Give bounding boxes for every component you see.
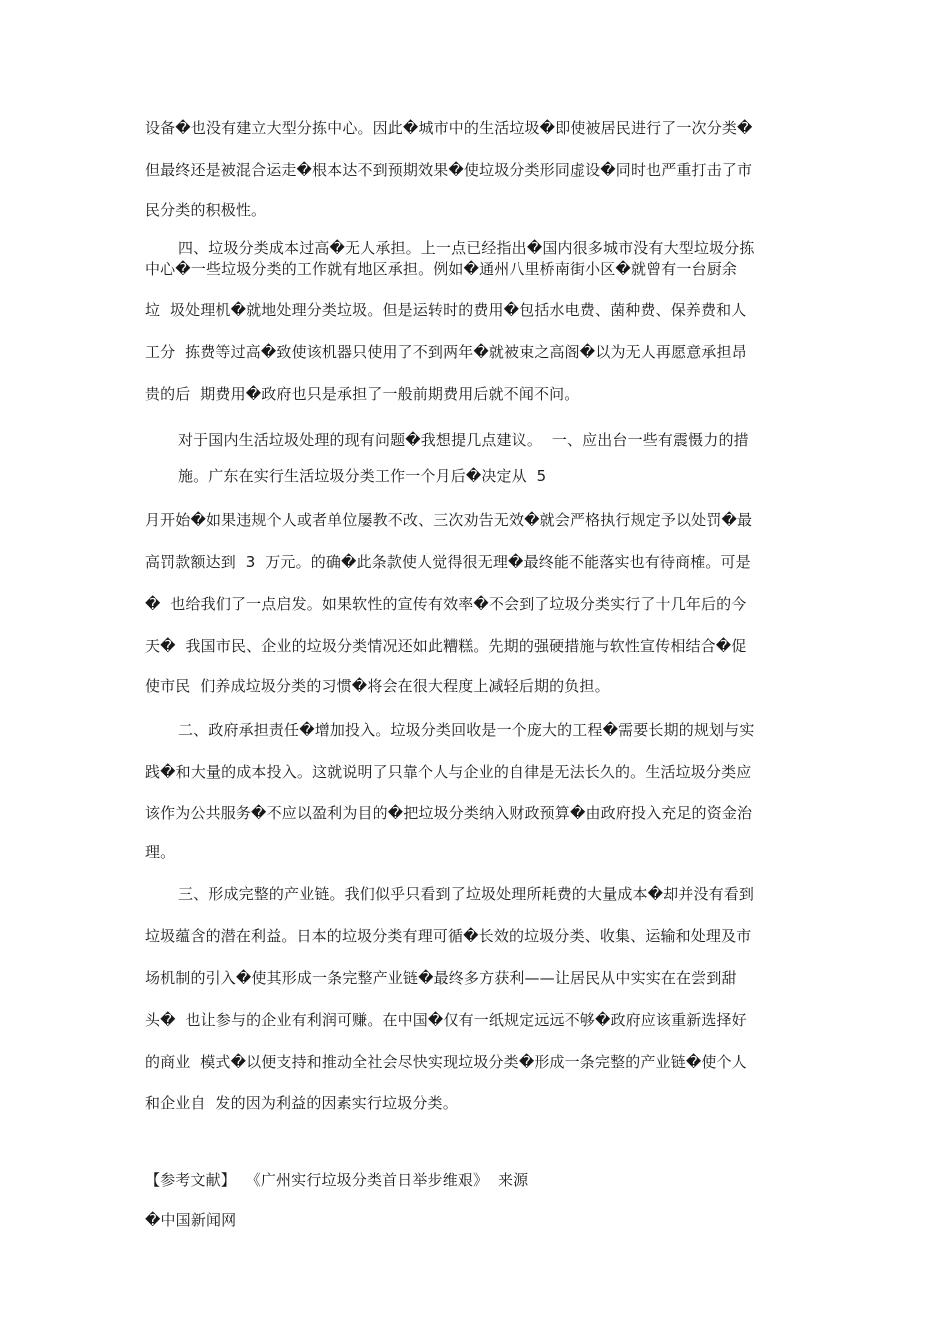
reference-line: 【参考文献】 《广州实行垃圾分类首日举步维艰》 来源 <box>145 1171 529 1189</box>
text-line: 工分 拣费等过高�致使该机器只使用了不到两年�就被束之高阁�以为无人再愿意承担昂 <box>145 343 747 361</box>
text-line: 使市民 们养成垃圾分类的习惯�将会在很大程度上减轻后期的负担。 <box>145 677 610 695</box>
text-line: 对于国内生活垃圾处理的现有问题�我想提几点建议。 一、应出台一些有震慑力的措 <box>178 431 749 449</box>
text-line: 四、垃圾分类成本过高�无人承担。上一点已经指出�国内很多城市没有大型垃圾分拣 <box>178 239 755 257</box>
text-line: 但最终还是被混合运走�根本达不到预期效果�使垃圾分类形同虚设�同时也严重打击了市 <box>145 161 753 179</box>
text-line: 理。 <box>145 843 176 861</box>
text-line: � 也给我们了一点启发。如果软性的宣传有效率�不会到了垃圾分类实行了十几年后的今 <box>145 595 747 613</box>
reference-source: �中国新闻网 <box>145 1211 237 1229</box>
text-line: 高罚款额达到 3 万元。的确�此条款使人觉得很无理�最终能不能落实也有待商榷。可是 <box>145 553 751 571</box>
text-line: 施。广东在实行生活垃圾分类工作一个月后�决定从 5 <box>178 467 547 485</box>
text-line: 设备�也没有建立大型分拣中心。因此�城市中的生活垃圾�即使被居民进行了一次分类� <box>145 119 753 137</box>
text-line: 垃 圾处理机�就地处理分类垃圾。但是运转时的费用�包括水电费、菌种费、保养费和人 <box>145 301 747 319</box>
text-line: 月开始�如果违规个人或者单位屡教不改、三次劝告无效�就会严格执行规定予以处罚�最 <box>145 511 753 529</box>
text-line: 天� 我国市民、企业的垃圾分类情况还如此糟糕。先期的强硬措施与软性宣传相结合�促 <box>145 637 747 655</box>
text-line: 的商业 模式�以便支持和推动全社会尽快实现垃圾分类�形成一条完整的产业链�使个人 <box>145 1053 747 1071</box>
text-line: 头� 也让参与的企业有利润可赚。在中国�仅有一纸规定远远不够�政府应该重新选择好 <box>145 1011 747 1029</box>
text-line: 三、形成完整的产业链。我们似乎只看到了垃圾处理所耗费的大量成本�却并没有看到 <box>178 885 755 903</box>
text-line: 贵的后 期费用�政府也只是承担了一般前期费用后就不闻不问。 <box>145 385 580 403</box>
text-line: 二、政府承担责任�增加投入。垃圾分类回收是一个庞大的工程�需要长期的规划与实 <box>178 721 755 739</box>
text-line: 民分类的积极性。 <box>145 201 267 219</box>
text-line: 践�和大量的成本投入。这就说明了只靠个人与企业的自律是无法长久的。生活垃圾分类应 <box>145 763 752 781</box>
text-line: 该作为公共服务�不应以盈利为目的�把垃圾分类纳入财政预算�由政府投入充足的资金治 <box>145 804 753 822</box>
text-line: 场机制的引入�使其形成一条完整产业链�最终多方获利——让居民从中实实在在尝到甜 <box>145 969 737 987</box>
text-line: 中心�一些垃圾分类的工作就有地区承担。例如�通州八里桥南街小区�就曾有一台厨余 <box>145 260 737 278</box>
text-line: 和企业自 发的因为利益的因素实行垃圾分类。 <box>145 1094 458 1112</box>
text-line: 垃圾蕴含的潜在利益。日本的垃圾分类有理可循�长效的垃圾分类、收集、运输和处理及市 <box>145 927 752 945</box>
